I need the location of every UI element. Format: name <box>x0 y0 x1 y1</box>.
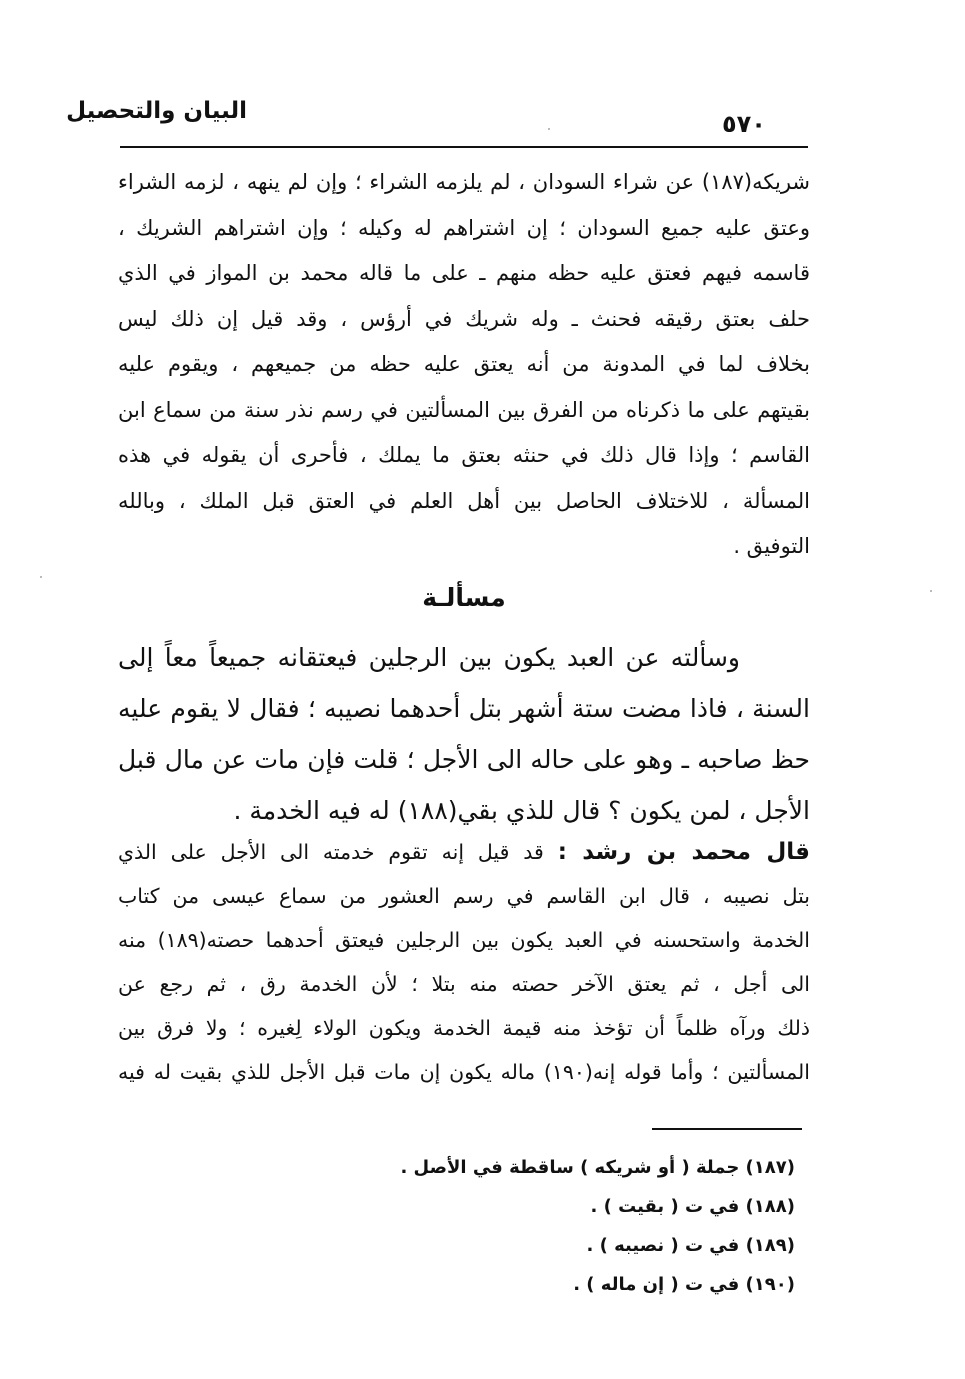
text-line: بتل نصيبه ، قال ابن القاسم في رسم العشور من سماع عيسى من كتاب <box>118 884 810 908</box>
scan-speck <box>930 590 932 592</box>
scan-speck <box>548 128 550 130</box>
running-header-title: البيان والتحصيل <box>66 98 247 124</box>
text-line: القاسم ؛ وإذا قال ذلك في حنثه بعتق ما يملك ، فأحرى أن يقوله في هذه <box>118 443 810 467</box>
footnote: (١٨٨) في ت ( بقيت ) . <box>590 1196 795 1217</box>
paragraph-commentary <box>118 160 810 570</box>
text-line: وسألته عن العبد يكون بين الرجلين فيعتقانه جميعاً معاً إلى <box>118 643 740 672</box>
text-line <box>118 830 810 874</box>
speaker-label: قال محمد بن رشد : <box>557 839 810 865</box>
text-line: الأجل ، لمن يكون ؟ قال للذي بقي(١٨٨) له فيه الخدمة . <box>233 796 810 825</box>
header-rule <box>120 146 808 148</box>
footnote: (١٨٩) في ت ( نصيبه ) . <box>586 1235 795 1256</box>
footnote: (١٩٠) في ت ( إن ماله ) . <box>573 1274 795 1295</box>
footnote-rule <box>652 1128 802 1130</box>
scan-speck <box>40 576 42 578</box>
footnote: (١٨٧) جملة ( أو شريكه ) ساقطة في الأصل . <box>400 1157 795 1178</box>
text-line: المسألة ، للاختلاف الحاصل بين أهل العلم في العتق قبل الملك ، وبالله <box>118 488 810 513</box>
page-number: ٥٧٠ <box>722 110 766 138</box>
text-line: المسألتين ؛ وأما قوله إنه(١٩٠) ماله يكون إن مات قبل الأجل للذي بقيت له فيه <box>118 1060 810 1084</box>
question-paragraph <box>118 632 810 836</box>
text-fragment: قد قيل إنه تقوم خدمته الى الأجل على الذي <box>118 840 544 864</box>
text-line: بخلاف لما في المدونة من أنه يعتق عليه حظه من جميعهم ، ويقوم عليه <box>118 352 810 376</box>
text-line: السنة ، فاذا مضت ستة أشهر بتل أحدهما نصيبه ؛ فقال لا يقوم عليه <box>118 694 810 723</box>
text-line: وعتق عليه جميع السودان ؛ إن اشتراهم له وكيله ؛ وإن اشتراهم الشريك ، <box>118 215 810 240</box>
text-line: الخدمة واستحسنه في العبد يكون بين الرجلين فيعتق أحدهما حصته(١٨٩) منه <box>118 928 810 952</box>
text-line: حلف بعتق رقيقه فحنث ـ وله شريك في أرؤس ، وقد قيل إن ذلك ليس <box>118 306 810 331</box>
text-line: التوفيق . <box>733 534 810 558</box>
text-line: بقيتهم على ما ذكرناه من الفرق بين المسألتين في رسم نذر سنة من سماع ابن <box>118 397 810 422</box>
section-heading: مسألـة <box>422 583 506 612</box>
text-line: قاسمه فيهم فعتق عليه حظه منهم ـ على ما قاله محمد بن المواز في الذي <box>118 261 810 285</box>
text-line: شريكه(١٨٧) عن شراء السودان ، لم يلزمه الشراء ؛ وإن لم ينهه ، لزمه الشراء <box>118 170 810 194</box>
footnotes <box>400 1148 795 1304</box>
answer-paragraph <box>118 830 810 1094</box>
text-line: ذلك ورآه ظلماً أن تؤخذ منه قيمة الخدمة ويكون الولاء لِغيره ؛ ولا فرق بين <box>118 1016 810 1040</box>
text-line: الى أجل ، ثم يعتق الآخر حصته منه بتلا ؛ لأن الخدمة رق ، ثم رجع عن <box>118 972 810 996</box>
text-line: حظ صاحبه ـ وهو على حاله الى الأجل ؛ قلت فإن مات عن مال قبل <box>118 745 810 774</box>
